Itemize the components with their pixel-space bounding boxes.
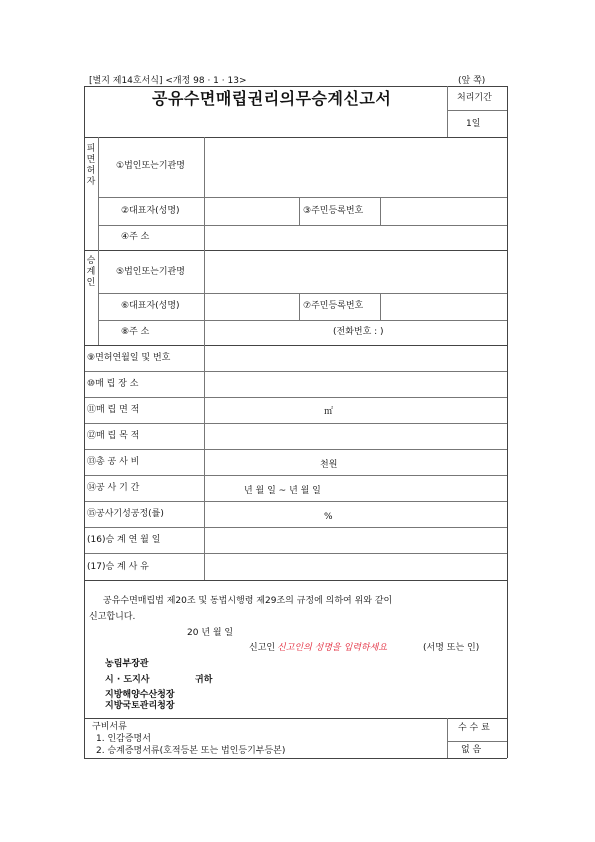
unit-label: % <box>324 512 333 522</box>
item-field[interactable] <box>205 346 506 370</box>
unit-label: 천원 <box>320 460 338 470</box>
item-label: ⑩매 립 장 소 <box>87 379 139 389</box>
recipient-honorific: 귀하 <box>195 675 213 685</box>
licensee-rep-field[interactable] <box>205 198 298 224</box>
processing-period-label: 처리기간 <box>457 93 492 103</box>
successor-org-label: ⑤법인또는기관명 <box>116 267 185 277</box>
form-number: [별지 제14호서식] <개정 98 · 1 · 13> <box>89 76 247 86</box>
fee-label: 수 수 료 <box>458 723 490 733</box>
unit-label: ㎡ <box>324 407 334 417</box>
item-field[interactable] <box>205 528 506 552</box>
item-label: ⑬총 공 사 비 <box>87 457 140 467</box>
successor-rrn-label: ⑦주민등록번호 <box>303 301 364 311</box>
page-side-label: (앞 쪽) <box>458 76 486 86</box>
licensee-org-field[interactable] <box>205 138 506 196</box>
required-docs-title: 구비서류 <box>92 722 127 732</box>
successor-address-label: ⑧주 소 <box>121 327 150 337</box>
licensee-address-label: ④주 소 <box>121 232 150 242</box>
item-label: ⑪매 립 면 적 <box>87 405 140 415</box>
item-label: ⑮공사기성공정(률) <box>87 509 164 519</box>
licensee-group-label: 피면허자 <box>86 144 96 187</box>
period-units: 년 월 일 ~ 년 월 일 <box>244 486 321 496</box>
reporter-prefix: 신고인 <box>249 643 276 653</box>
item-field[interactable] <box>205 398 506 422</box>
reporter-name-input[interactable]: 신고인의 성명을 입력하세요 <box>277 643 388 653</box>
declaration-line1: 공유수면매립법 제20조 및 동법시행령 제29조의 규정에 의하여 위와 같이 <box>103 596 393 606</box>
item-field[interactable] <box>205 424 506 448</box>
item-label: ⑨면허연월일 및 번호 <box>87 353 171 363</box>
item-label: ⑫매 립 목 적 <box>87 431 140 441</box>
required-doc-item: 1. 인감증명서 <box>96 734 151 744</box>
recipient-minister: 농림부장관 <box>105 659 149 669</box>
successor-rep-field[interactable] <box>205 294 298 319</box>
successor-address-field[interactable] <box>205 321 330 344</box>
recipient-office-2: 지방국토관리청장 <box>105 701 175 711</box>
form-title: 공유수면매립권리의무승계신고서 <box>152 89 392 108</box>
item-field[interactable] <box>205 450 506 474</box>
declaration-date: 20 년 월 일 <box>187 628 234 638</box>
reporter-sign-label: (서명 또는 인) <box>423 643 480 653</box>
item-field[interactable] <box>205 502 506 526</box>
fee-value: 없 음 <box>461 745 482 755</box>
successor-rep-label: ⑥대표자(성명) <box>121 301 180 311</box>
successor-group-label: 승계인 <box>86 256 96 288</box>
licensee-rep-label: ②대표자(성명) <box>121 206 180 216</box>
item-label: (17)승 계 사 유 <box>87 562 149 572</box>
recipient-governor: 시 · 도지사 <box>105 675 150 685</box>
declaration-line2: 신고합니다. <box>89 612 136 622</box>
licensee-rrn-label: ③주민등록번호 <box>303 206 364 216</box>
licensee-address-field[interactable] <box>205 226 506 249</box>
successor-org-field[interactable] <box>205 251 506 292</box>
processing-period-value: 1일 <box>466 119 481 129</box>
item-label: ⑭공 사 기 간 <box>87 483 140 493</box>
recipient-office-1: 지방해양수산청장 <box>105 690 175 700</box>
licensee-rrn-field[interactable] <box>381 198 506 224</box>
licensee-org-label: ①법인또는기관명 <box>116 161 185 171</box>
required-doc-item: 2. 승계증명서류(호적등본 또는 법인등기부등본) <box>96 746 286 756</box>
successor-rrn-field[interactable] <box>381 294 506 319</box>
item-label: (16)승 계 연 월 일 <box>87 535 161 545</box>
successor-phone-label: (전화번호 : ) <box>333 327 384 337</box>
item-field[interactable] <box>205 372 506 396</box>
item-field[interactable] <box>205 554 506 579</box>
